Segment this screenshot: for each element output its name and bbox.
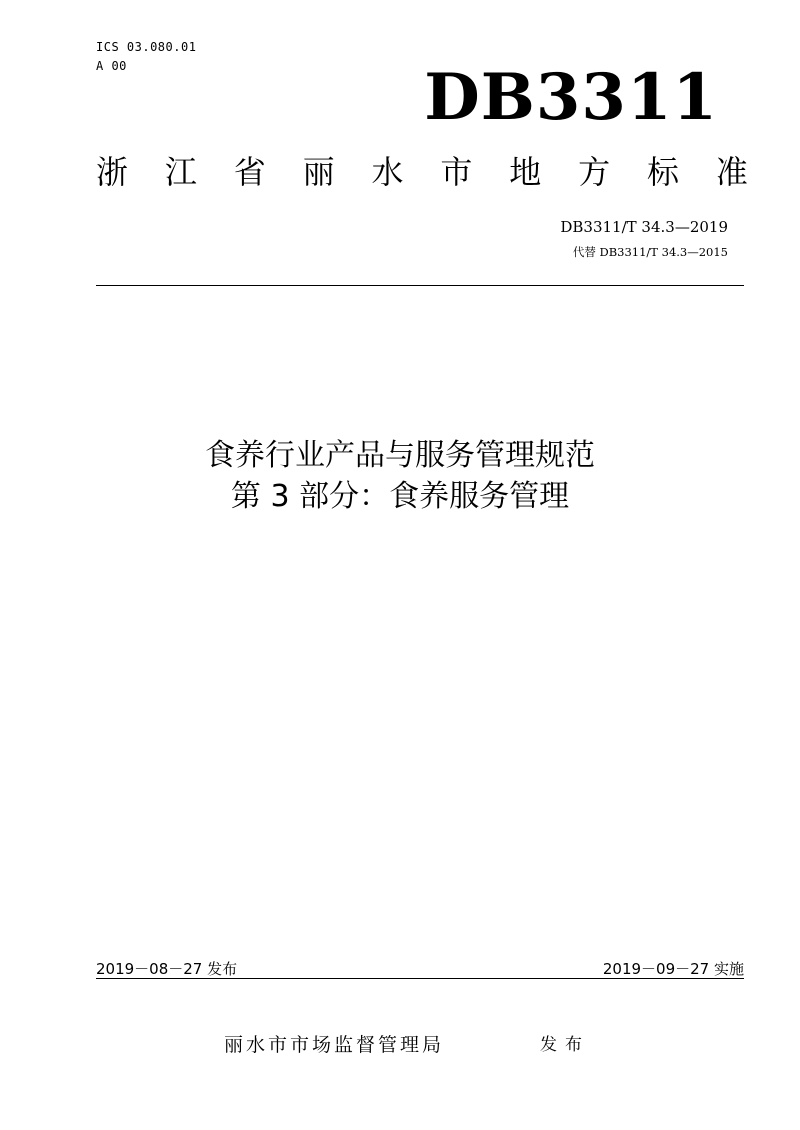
document-title-line-1: 食养行业产品与服务管理规范 [205, 438, 595, 473]
standard-type-char: 丽 [302, 153, 335, 191]
implement-date: 2019－09－27 实施 [602, 960, 744, 978]
standard-type-char: 市 [440, 153, 473, 191]
classification-code: A 00 [96, 59, 127, 73]
standard-code-logo: DB3311 [424, 60, 718, 135]
standard-type-char: 省 [233, 153, 266, 191]
issuing-authority: 丽水市市场监督管理局 [224, 1034, 445, 1056]
standard-type-char: 标 [647, 153, 680, 191]
ics-code: ICS 03.080.01 [96, 40, 197, 54]
replaces-standard: 代替 DB3311/T 34.3—2015 [572, 245, 728, 259]
document-title-line-2: 第 3 部分：食养服务管理 [230, 479, 570, 514]
footer-divider [96, 978, 744, 979]
standard-type-char: 地 [509, 153, 542, 191]
header-divider [96, 285, 744, 286]
standard-type-char: 水 [371, 153, 404, 191]
standard-type-title [96, 153, 748, 191]
standard-number: DB3311/T 34.3—2019 [560, 218, 728, 236]
issue-action: 发布 [540, 1035, 590, 1055]
standard-type-char: 江 [164, 153, 197, 191]
publish-date: 2019－08－27 发布 [96, 960, 238, 978]
standard-type-char: 方 [578, 153, 611, 191]
standard-type-char: 浙 [96, 153, 129, 191]
standard-type-char: 准 [715, 153, 748, 191]
